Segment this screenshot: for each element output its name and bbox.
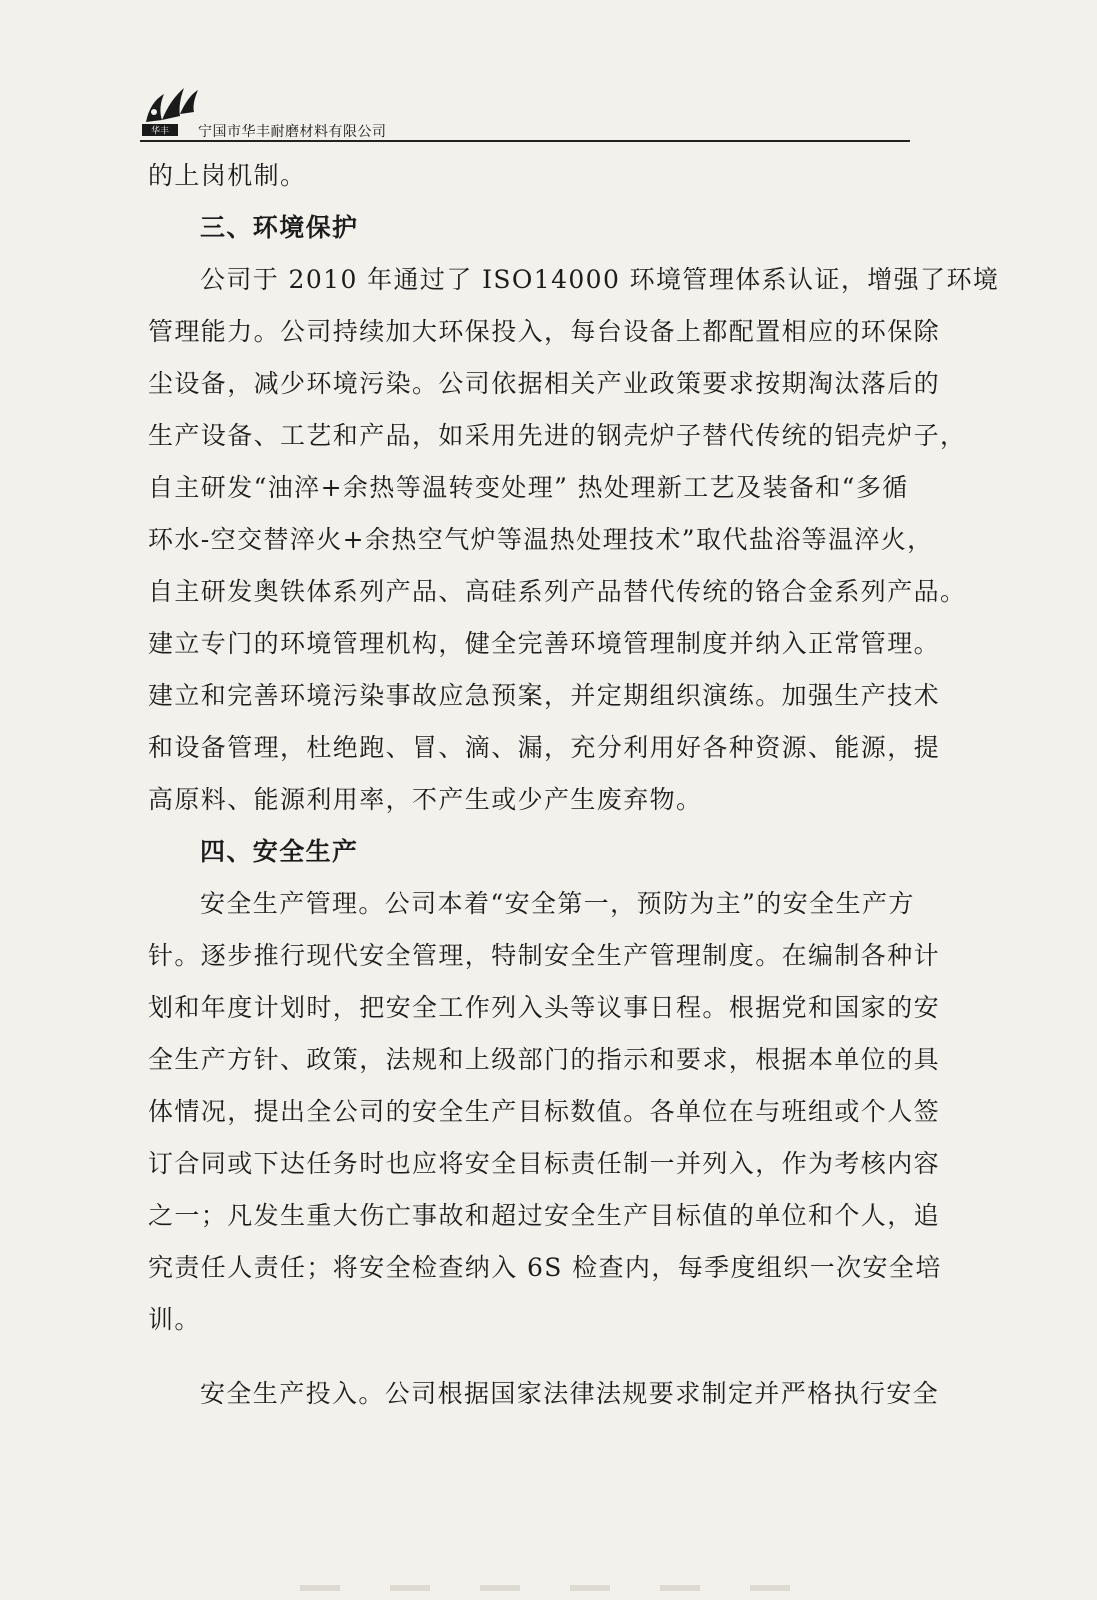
section-heading-environment: 三、环境保护 <box>200 213 359 242</box>
text-line: 安全生产投入。公司根据国家法律法规要求制定并严格执行安全 <box>200 1379 940 1408</box>
text-line: 自主研发“油淬+余热等温转变处理” 热处理新工艺及装备和“多循 <box>148 473 909 502</box>
text-line: 和设备管理，杜绝跑、冒、滴、漏，充分利用好各种资源、能源，提 <box>148 733 941 762</box>
logo-text: 华丰 <box>150 126 170 137</box>
text-line: 训。 <box>148 1305 201 1334</box>
document-body <box>148 150 1000 1420</box>
bleed-through-marks <box>300 1585 800 1591</box>
text-line: 订合同或下达任务时也应将安全目标责任制一并列入，作为考核内容 <box>148 1149 941 1178</box>
text-line: 建立专门的环境管理机构，健全完善环境管理制度并纳入正常管理。 <box>148 629 941 658</box>
section-heading-safety: 四、安全生产 <box>200 837 359 866</box>
text-line: 安全生产管理。公司本着“安全第一，预防为主”的安全生产方 <box>200 889 915 918</box>
text-line: 划和年度计划时，把安全工作列入头等议事日程。根据党和国家的安 <box>148 993 941 1022</box>
company-name: 宁国市华丰耐磨材料有限公司 <box>198 124 387 140</box>
header-divider <box>140 140 910 142</box>
text-line: 尘设备，减少环境污染。公司依据相关产业政策要求按期淘汰落后的 <box>148 369 941 398</box>
paragraph-spacer <box>148 1346 938 1368</box>
text-line: 管理能力。公司持续加大环保投入，每台设备上都配置相应的环保除 <box>148 317 941 346</box>
text-line: 生产设备、工艺和产品，如采用先进的钢壳炉子替代传统的铝壳炉子， <box>148 421 967 450</box>
text-line: 针。逐步推行现代安全管理，特制安全生产管理制度。在编制各种计 <box>148 941 941 970</box>
text-line: 自主研发奥铁体系列产品、高硅系列产品替代传统的铬合金系列产品。 <box>148 577 967 606</box>
text-line: 体情况，提出全公司的安全生产目标数值。各单位在与班组或个人签 <box>148 1097 941 1126</box>
text-line: 的上岗机制。 <box>148 161 307 190</box>
text-line: 公司于 2010 年通过了 ISO14000 环境管理体系认证，增强了环境 <box>200 265 1000 294</box>
text-line: 环水-空交替淬火+余热空气炉等温热处理技术”取代盐浴等温淬火， <box>148 525 934 554</box>
text-line: 全生产方针、政策，法规和上级部门的指示和要求，根据本单位的具 <box>148 1045 941 1074</box>
text-line: 究责任人责任；将安全检查纳入 6S 检查内，每季度组织一次安全培 <box>148 1253 942 1282</box>
company-logo <box>140 82 202 140</box>
text-line: 建立和完善环境污染事故应急预案，并定期组织演练。加强生产技术 <box>148 681 941 710</box>
text-line: 高原料、能源利用率，不产生或少产生废弃物。 <box>148 785 703 814</box>
letterhead <box>140 82 910 142</box>
text-line: 之一；凡发生重大伤亡事故和超过安全生产目标值的单位和个人，追 <box>148 1201 941 1230</box>
